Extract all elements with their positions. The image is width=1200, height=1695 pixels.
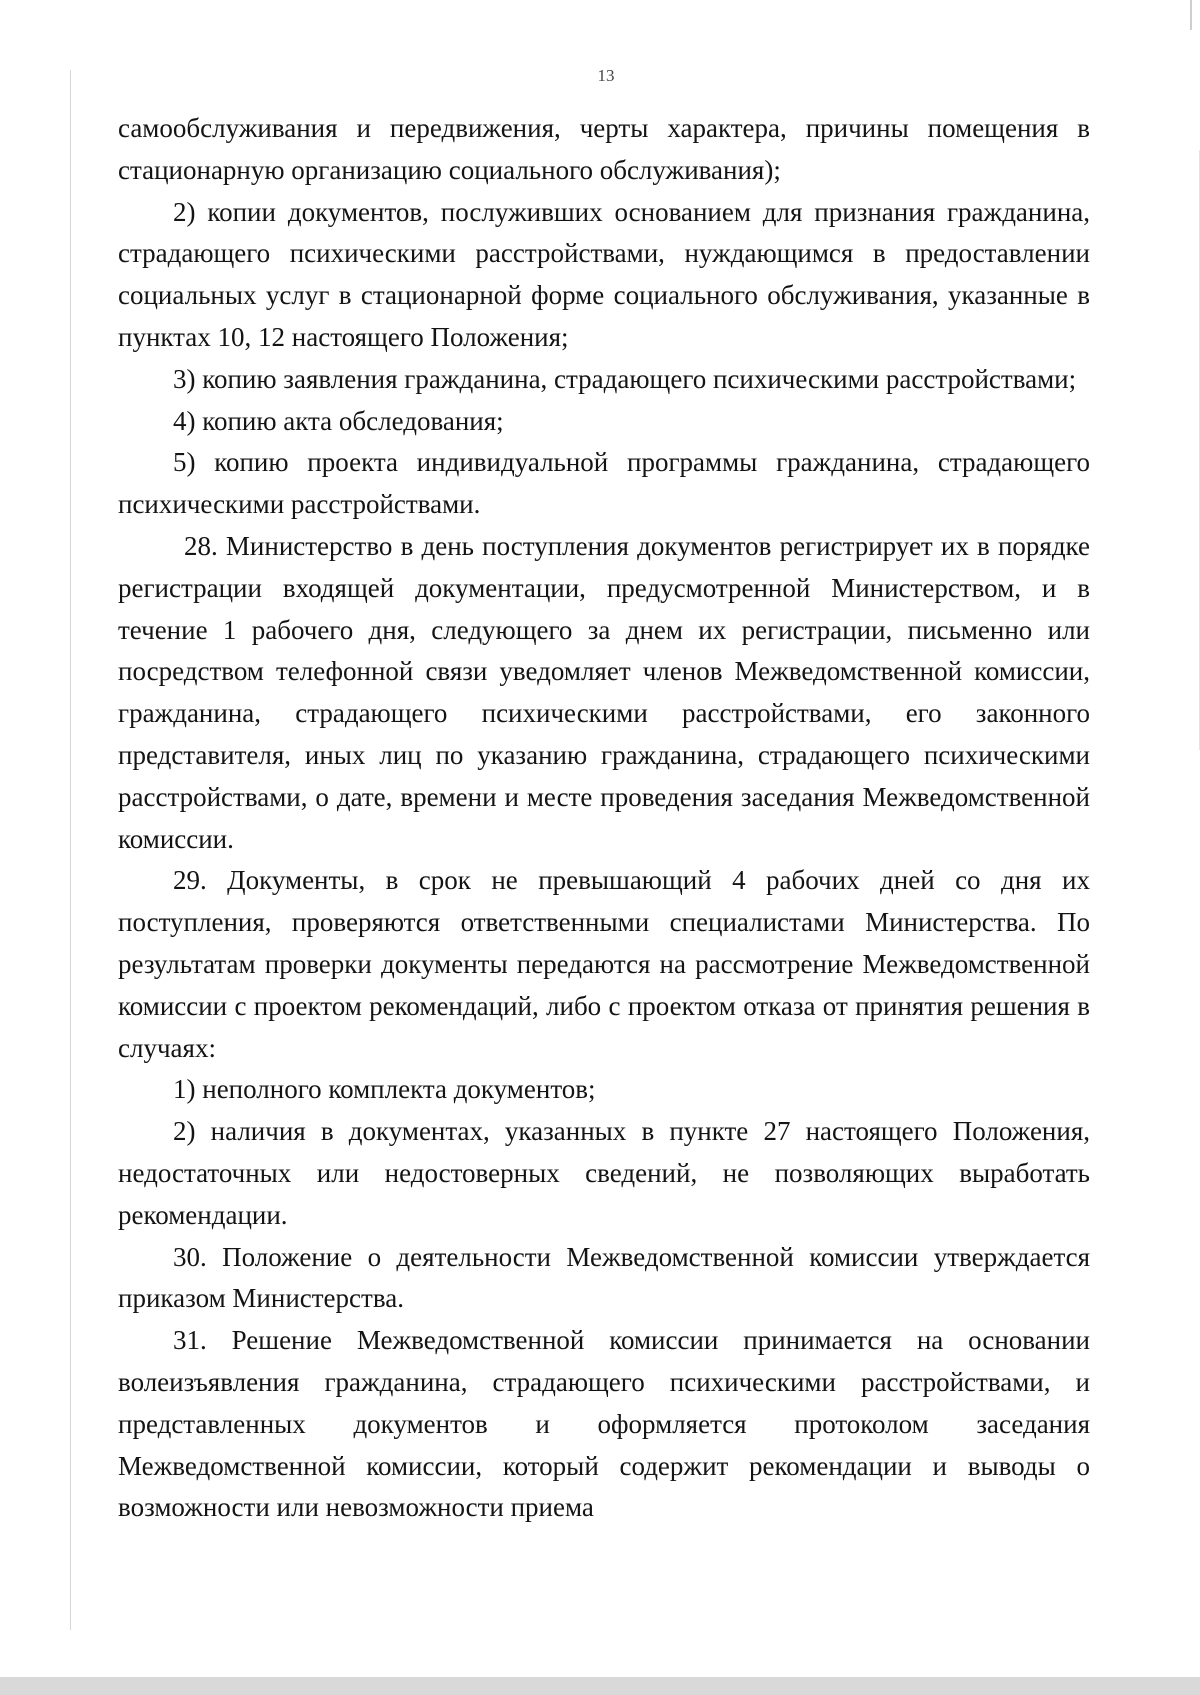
list-item-2: 2) копии документов, послуживших основанием для признания гражданина, страдающего психическими расстройствами, нуждающимся в предоставлении социальных услуг в стационарной форме социального обслуживания, указанные в пунктах 10, 12 настоящего Положения;	[118, 196, 1090, 352]
scan-edge-line	[70, 70, 71, 1630]
paragraph-29: 29. Документы, в срок не превышающий 4 рабочих дней со дня их поступления, проверяются ответственными специалистами Министерства. По результатам проверки документы передаются на рассмотрение Межведомственной комиссии с проектом рекомендаций, либо с проектом отказа от принятия решения в случаях:	[118, 865, 1090, 1063]
paragraph-28: 28. Министерство в день поступления документов регистрирует их в порядке регистрации входящей документации, предусмотренной Министерством, и в течение 1 рабочего дня, следующего за днем их регистрации, письменно или посредством телефонной связи уведомляет членов Межведомственной комиссии, гражданина, страдающего психическими расстройствами, его законного представителя, иных лиц по указанию гражданина, страдающего психическими расстройствами, о дате, времени и месте проведения заседания Межведомственной комиссии.	[118, 530, 1090, 854]
document-body	[118, 108, 1090, 1529]
paragraph-30: 30. Положение о деятельности Межведомственной комиссии утверждается приказом Министерства.	[118, 1241, 1090, 1314]
list-item-5: 5) копию проекта индивидуальной программы гражданина, страдающего психическими расстройствами.	[118, 447, 1090, 520]
list-item-1: 1) неполного комплекта документов;	[173, 1074, 596, 1105]
paragraph-continuation: самообслуживания и передвижения, черты характера, причины помещения в стационарную организацию социального обслуживания);	[118, 113, 1090, 185]
page-number: 13	[597, 66, 615, 85]
paragraph-31: 31. Решение Межведомственной комиссии принимается на основании волеизъявления гражданина, страдающего психическими расстройствами, и представленных документов и оформляется протоколом заседания Межведомственной комиссии, который содержит рекомендации и выводы о возможности или невозможности приема	[118, 1325, 1090, 1523]
scan-edge-mark	[1190, 0, 1192, 30]
list-item-3: 3) копию заявления гражданина, страдающего психическими расстройствами;	[173, 363, 1077, 394]
scan-bottom-band	[0, 1677, 1200, 1695]
list-item-2b: 2) наличия в документах, указанных в пункте 27 настоящего Положения, недостаточных или недостоверных сведений, не позволяющих выработать рекомендации.	[118, 1116, 1090, 1230]
list-item-4: 4) копию акта обследования;	[173, 405, 504, 436]
